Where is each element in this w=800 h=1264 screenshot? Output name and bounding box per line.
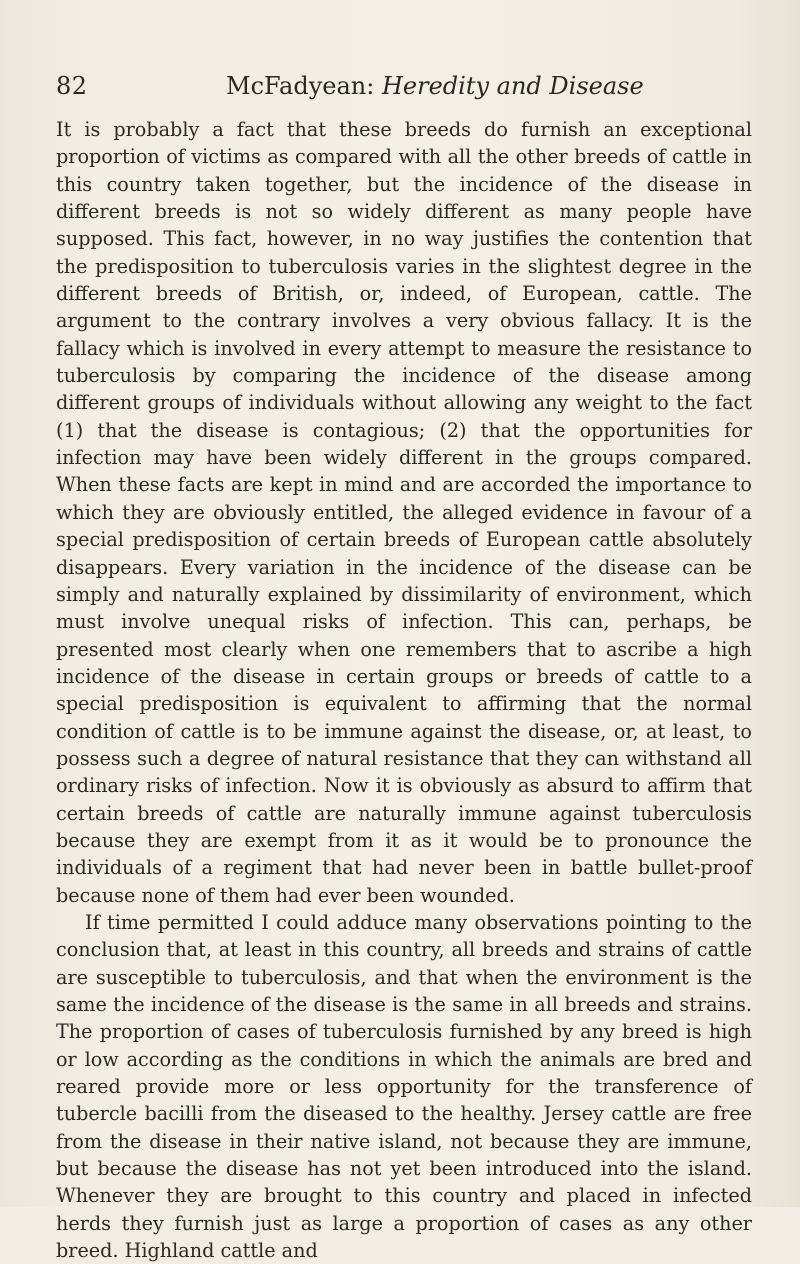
running-head-author: McFadyean:: [226, 72, 375, 100]
running-head-title: Heredity and Disease: [381, 72, 644, 100]
page-number: 82: [56, 72, 88, 100]
body-text: [56, 116, 752, 1264]
paragraph: It is probably a fact that these breeds do furnish an exceptional proportion of victims as compared with all the other breeds of cattle in this country taken together, but the incidence of the disease in different breeds is not so widely different as many people have supposed. This fact, however, in no way justifies the contention that the predisposition to tuberculosis varies in the slightest degree in the different breeds of British, or, indeed, of European, cattle. The argument to the contrary involves a very obvious fallacy. It is the fallacy which is involved in every attempt to measure the resistance to tuberculosis by comparing the incidence of the disease among different groups of individuals without allowing any weight to the fact (1) that the disease is contagious; (2) that the opportunities for infection may have been widely different in the groups compared. When these facts are kept in mind and are accorded the importance to which they are obviously entitled, the alleged evidence in favour of a special predisposition of certain breeds of European cattle absolutely disappears. Every variation in the incidence of the disease can be simply and naturally explained by dissimilarity of environment, which must involve unequal risks of infection. This can, perhaps, be presented most clearly when one remembers that to ascribe a high incidence of the disease in certain groups or breeds of cattle to a special predisposition is equivalent to affirming that the normal condition of cattle is to be immune against the disease, or, at least, to possess such a degree of natural resistance that they can withstand all ordinary risks of infection. Now it is obviously as absurd to affirm that certain breeds of cattle are naturally immune against tuberculosis because they are exempt from it as it would be to pronounce the individuals of a regiment that had never been in battle bullet-proof because none of them had ever been wounded.: [56, 118, 752, 907]
running-head: [226, 72, 644, 100]
paragraph: If time permitted I could adduce many observations pointing to the conclusion that, at least in this country, all breeds and strains of cattle are susceptible to tuberculosis, and that when the environment is the same the incidence of the disease is the same in all breeds and strains. The proportion of cases of tuberculosis furnished by any breed is high or low according as the conditions in which the animals are bred and reared provide more or less opportunity for the transference of tubercle bacilli from the diseased to the healthy. Jersey cattle are free from the disease in their native island, not because they are immune, but because the disease has not yet been introduced into the island. Whenever they are brought to this country and placed in infected herds they furnish just as large a proportion of cases as any other breed. Highland cattle and: [56, 910, 752, 1263]
running-header: [56, 72, 756, 108]
